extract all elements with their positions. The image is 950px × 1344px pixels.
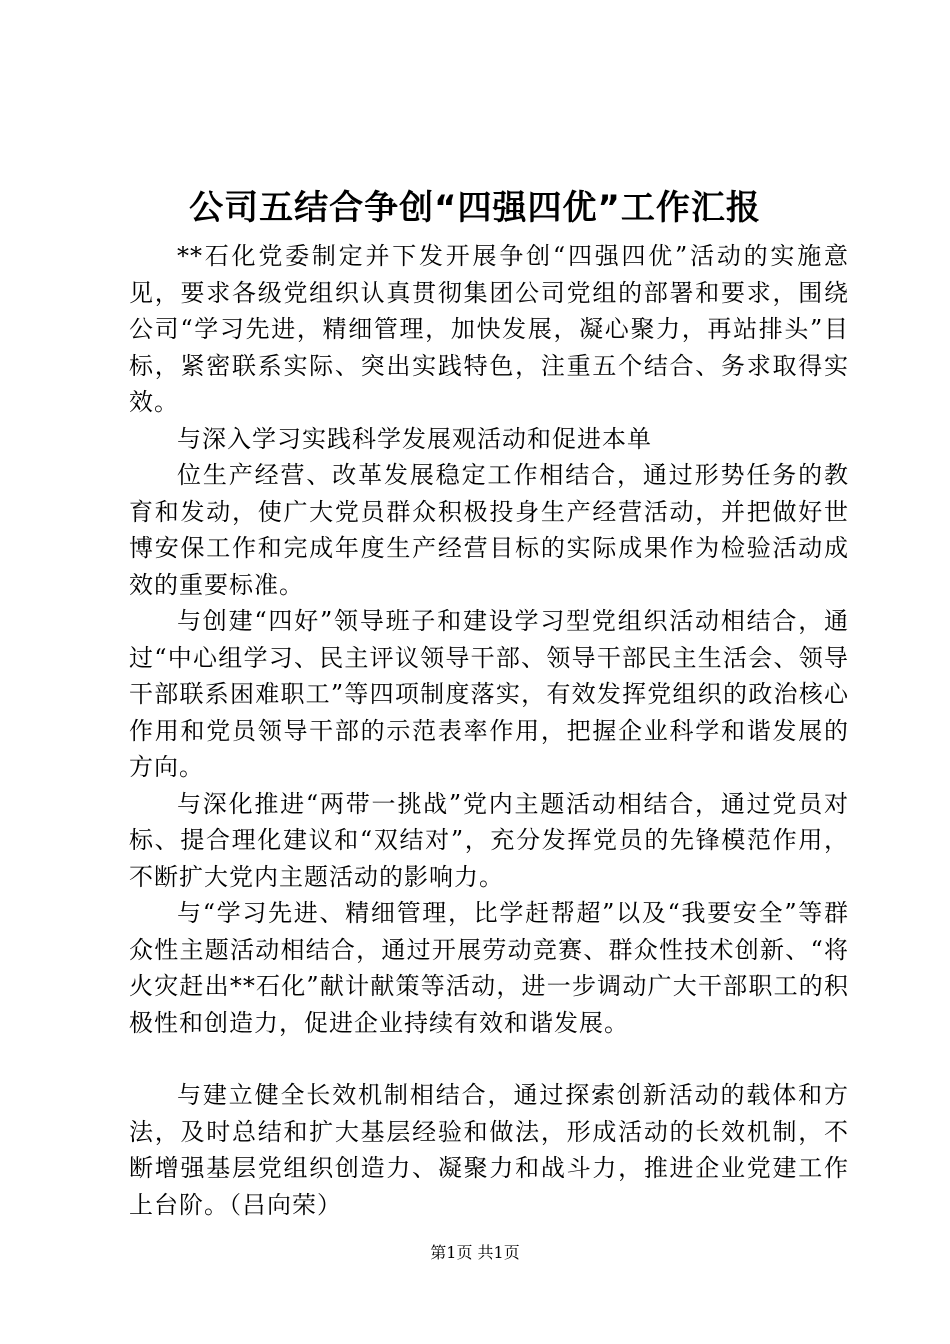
paragraph-4: 与“学习先进、精细管理，比学赶帮超”以及“我要安全”等群众性主题活动相结合，通过开展劳动竞赛、群众性技术创新、“将火灾赶出**石化”献计献策等活动，进一步调动广大干部职工的积极性和创造力，促进企业持续有效和谐发展。 (129, 899, 849, 1037)
paragraph-3: 与深化推进“两带一挑战”党内主题活动相结合，通过党员对标、提合理化建议和“双结对”，充分发挥党员的先锋模范作用，不断扩大党内主题活动的影响力。 (129, 789, 849, 891)
page-number-footer: 第1页 共1页 (430, 1243, 520, 1262)
paragraph-5: 与建立健全长效机制相结合，通过探索创新活动的载体和方法，及时总结和扩大基层经验和做法，形成活动的长效机制，不断增强基层党组织创造力、凝聚力和战斗力，推进企业党建工作上台阶。（吕向荣） (129, 1081, 849, 1219)
paragraph-2: 与创建“四好”领导班子和建设学习型党组织活动相结合，通过“中心组学习、民主评议领导干部、领导干部民主生活会、领导干部联系困难职工”等四项制度落实，有效发挥党组织的政治核心作用和党员领导干部的示范表率作用，把握企业科学和谐发展的方向。 (129, 607, 849, 781)
document-body (129, 238, 849, 1223)
document-title: 公司五结合争创“四强四优”工作汇报 (189, 188, 761, 228)
paragraph-intro: **石化党委制定并下发开展争创“四强四优”活动的实施意见，要求各级党组织认真贯彻集团公司党组的部署和要求，围绕公司“学习先进，精细管理，加快发展，凝心聚力，再站排头”目标，紧密联系实际、突出实践特色，注重五个结合、务求取得实效。 (129, 242, 849, 416)
paragraph-heading-1: 与深入学习实践科学发展观活动和促进本单 (177, 424, 652, 453)
paragraph-spacer (129, 1041, 849, 1077)
paragraph-1: 位生产经营、改革发展稳定工作相结合，通过形势任务的教育和发动，使广大党员群众积极投身生产经营活动，并把做好世博安保工作和完成年度生产经营目标的实际成果作为检验活动成效的重要标准。 (129, 461, 849, 599)
